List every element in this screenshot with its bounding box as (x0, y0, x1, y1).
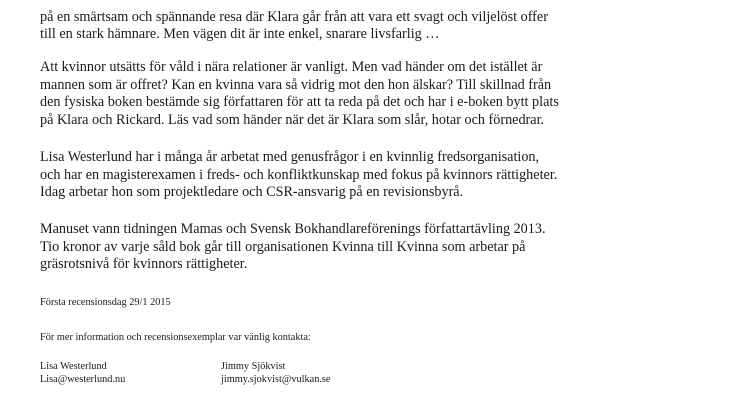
contact-email[interactable]: Lisa@westerlund.nu (40, 373, 126, 385)
text-line: Manuset vann tidningen Mamas och Svensk Bokhandlareförenings författartävling 2013. (40, 221, 546, 237)
text-line: till en stark hämnare. Men vägen dit är inte enkel, snarare livsfarlig … (40, 26, 440, 43)
text-line: Att kvinnor utsätts för våld i nära relationer är vanligt. Men vad händer om det istället är (40, 59, 543, 75)
paragraph-award (40, 221, 546, 274)
text-line: Lisa Westerlund har i många år arbetat med genusfrågor i en kvinnlig fredsorganisation, (40, 149, 540, 165)
text-line: på Klara och Rickard. Läs vad som händer när det är Klara som slår, hotar och förnedrar. (40, 112, 545, 129)
contact-email[interactable]: jimmy.sjokvist@vulkan.se (221, 373, 331, 385)
text-line: den fysiska boken bestämde sig författaren för att ta reda på det och har i e-boken bytt plats (40, 94, 559, 111)
text-line: mannen som är offret? Kan en kvinna vara så vidrig mot den hon älskar? Till skillnad från (40, 76, 552, 93)
text-line: och har en magisterexamen i freds- och konfliktkunskap med fokus på kvinnors rättigheter. (40, 166, 558, 183)
contact-name: Lisa Westerlund (40, 361, 107, 372)
contact-info-text: För mer information och recensionsexemplar var vänlig kontakta: (40, 332, 311, 343)
text-line: Tio kronor av varje såld bok går till organisationen Kvinna till Kvinna som arbetar på (40, 238, 526, 255)
contact-publisher (221, 361, 331, 386)
review-date: Första recensionsdag 29/1 2015 (40, 297, 171, 308)
contact-author (40, 361, 125, 386)
paragraph-author (40, 149, 557, 202)
paragraph-intro (40, 0, 548, 44)
text-line: Idag arbetar hon som projektledare och CSR-ansvarig på en revisionsbyrå. (40, 184, 464, 201)
contact-name: Jimmy Sjökvist (221, 361, 286, 372)
text-line: gräsrotsnivå för kvinnors rättigheter. (40, 256, 248, 273)
text-line: på en smärtsam och spännande resa där Klara går från att vara ett svagt och viljelöst offer (40, 8, 548, 25)
paragraph-violence (40, 59, 559, 130)
